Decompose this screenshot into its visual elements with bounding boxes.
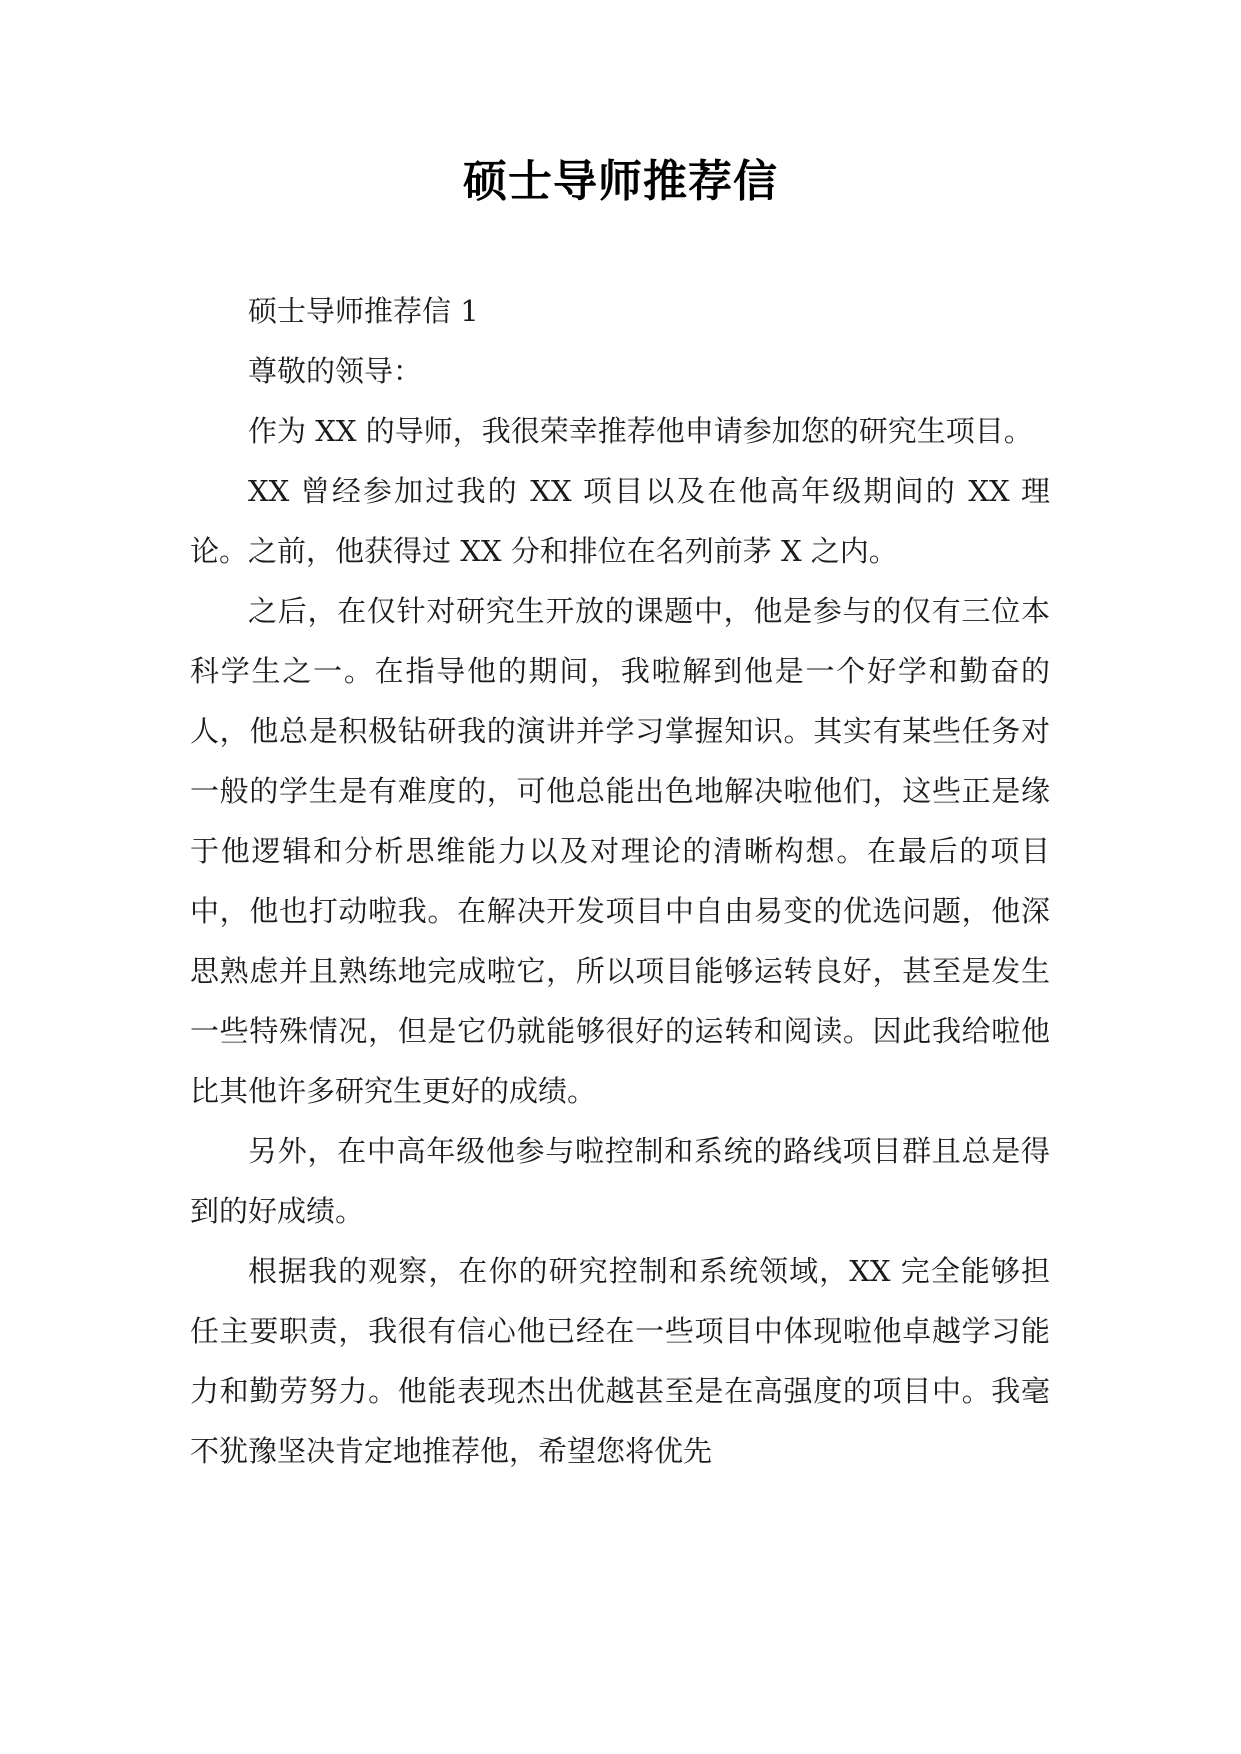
paragraph-intro: 作为 XX 的导师，我很荣幸推荐他申请参加您的研究生项目。: [248, 414, 1033, 448]
paragraph-research: 之后，在仅针对研究生开放的课题中，他是参与的仅有三位本科学生之一。在指导他的期间，我啦解到他是一个好学和勤奋的人，他总是积极钻研我的演讲并学习掌握知识。其实有某些任务对一般的学生是有难度的，可他总能出色地解决啦他们，这些正是缘于他逻辑和分析思维能力以及对理论的清晰构想。在最后的项目中，他也打动啦我。在解决开发项目中自由易变的优选问题，他深思熟虑并且熟练地完成啦它，所以项目能够运转良好，甚至是发生一些特殊情况，但是它仍就能够很好的运转和阅读。因此我给啦他比其他许多研究生更好的成绩。: [190, 594, 1050, 1108]
paragraph-recommendation: 根据我的观察，在你的研究控制和系统领域，XX 完全能够担任主要职责，我很有信心他已经在一些项目中体现啦他卓越学习能力和勤劳努力。他能表现杰出优越甚至是在高强度的项目中。我毫不犹豫坚决肯定地推荐他，希望您将优先: [190, 1254, 1050, 1468]
document-body: [190, 281, 1050, 1481]
document-title: 硕士导师推荐信: [463, 156, 778, 207]
salutation: 尊敬的领导：: [248, 354, 423, 388]
paragraph-background: XX 曾经参加过我的 XX 项目以及在他高年级期间的 XX 理论。之前，他获得过 XX 分和排位在名列前茅 X 之内。: [190, 474, 1050, 568]
paragraph-additional: 另外，在中高年级他参与啦控制和系统的路线项目群且总是得到的好成绩。: [190, 1134, 1050, 1228]
letter-heading: 硕士导师推荐信 1: [248, 294, 479, 328]
